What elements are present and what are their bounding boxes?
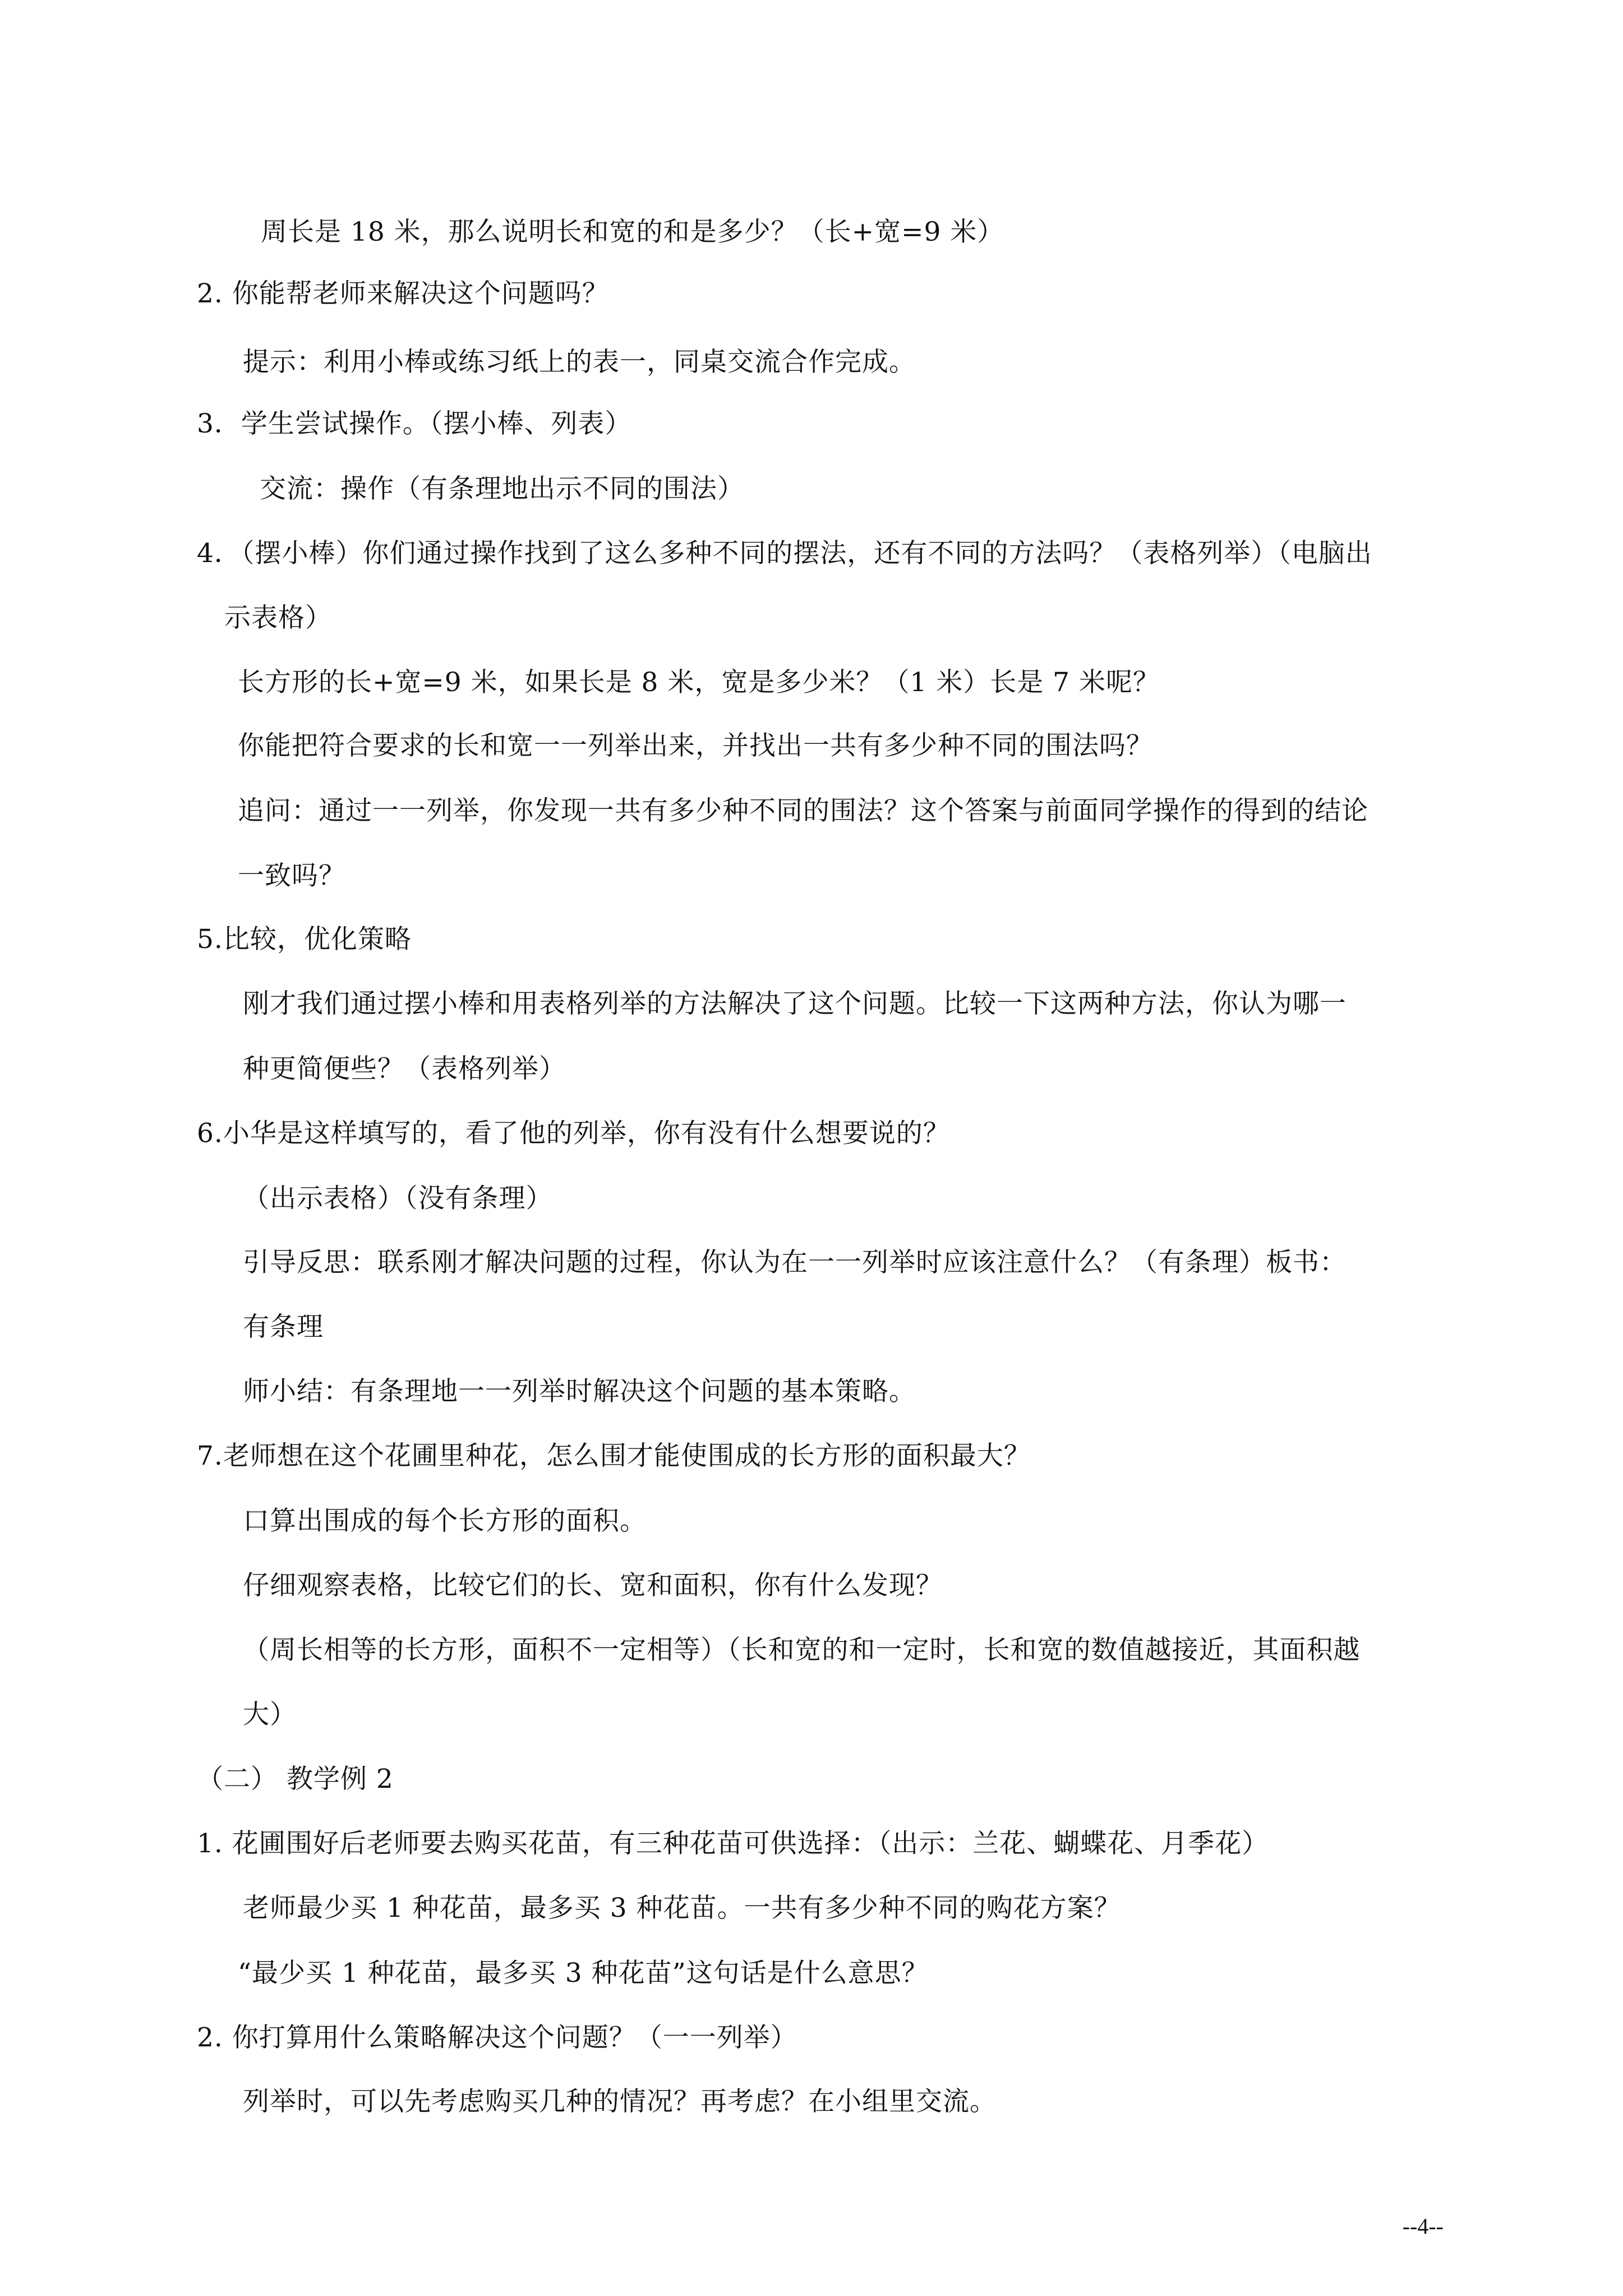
text-line: 3．学生尝试操作。（摆小棒、列表）: [197, 408, 632, 439]
text-line: 仔细观察表格，比较它们的长、宽和面积，你有什么发现？: [243, 1570, 943, 1601]
text-line: （出示表格）（没有条理）: [243, 1183, 553, 1214]
text-line: 2. 你打算用什么策略解决这个问题？（一一列举）: [197, 2022, 797, 2053]
text-line: 引导反思：联系刚才解决问题的过程，你认为在一一列举时应该注意什么？（有条理）板书：: [243, 1247, 1347, 1278]
text-line: 2. 你能帮老师来解决这个问题吗？: [197, 278, 609, 309]
text-line: 刚才我们通过摆小棒和用表格列举的方法解决了这个问题。比较一下这两种方法，你认为哪一: [243, 988, 1347, 1019]
text-line: 5.比较，优化策略: [197, 924, 412, 955]
text-line: 种更简便些？（表格列举）: [243, 1053, 566, 1084]
page-number: --4--: [1402, 2214, 1444, 2239]
text-line: 7.老师想在这个花圃里种花，怎么围才能使围成的长方形的面积最大？: [197, 1441, 1031, 1471]
text-line: 周长是 18 米，那么说明长和宽的和是多少？（长+宽=9 米）: [261, 217, 1004, 247]
text-line: 老师最少买 1 种花苗，最多买 3 种花苗。一共有多少种不同的购花方案？: [243, 1893, 1121, 1924]
text-line: 大）: [243, 1699, 297, 1730]
text-line: 1. 花圃围好后老师要去购买花苗，有三种花苗可供选择：（出示：兰花、蝴蝶花、月季花）: [197, 1828, 1269, 1859]
text-line: 列举时，可以先考虑购买几种的情况？再考虑？在小组里交流。: [243, 2086, 997, 2117]
text-line: 你能把符合要求的长和宽一一列举出来，并找出一共有多少种不同的围法吗？: [238, 730, 1153, 761]
text-line: 示表格）: [224, 602, 332, 633]
text-line: “最少买 1 种花苗，最多买 3 种花苗”这句话是什么意思？: [238, 1958, 929, 1989]
text-line: 师小结：有条理地一一列举时解决这个问题的基本策略。: [243, 1376, 916, 1407]
text-line: 有条理: [243, 1312, 324, 1342]
text-line: （周长相等的长方形，面积不一定相等）（长和宽的和一定时，长和宽的数值越接近，其面积越: [243, 1635, 1361, 1665]
section-heading: （二） 教学例 2: [197, 1764, 394, 1795]
text-line: 长方形的长+宽=9 米，如果长是 8 米，宽是多少米？（1 米）长是 7 米呢？: [238, 667, 1160, 698]
text-line: 口算出围成的每个长方形的面积。: [243, 1506, 647, 1536]
text-line: 提示：利用小棒或练习纸上的表一，同桌交流合作完成。: [243, 347, 916, 378]
text-line: 交流：操作（有条理地出示不同的围法）: [260, 473, 744, 504]
text-line: 追问：通过一一列举，你发现一共有多少种不同的围法？这个答案与前面同学操作的得到的结论: [238, 795, 1368, 826]
text-line: 4．（摆小棒）你们通过操作找到了这么多种不同的摆法，还有不同的方法吗？（表格列举）（电脑出: [197, 538, 1372, 569]
text-line: 6.小华是这样填写的，看了他的列举，你有没有什么想要说的？: [197, 1118, 950, 1149]
text-line: 一致吗？: [238, 861, 345, 891]
